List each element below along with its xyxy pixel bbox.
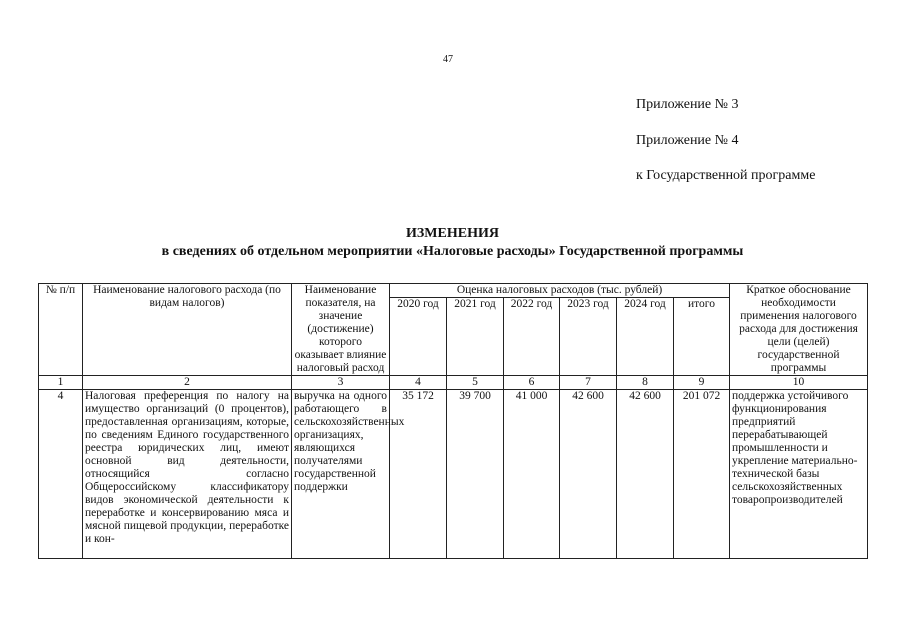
- row-indicator: выручка на одного работающего в сельскохозяйственных организациях, являющихся получателями государственной поддержки: [292, 390, 390, 559]
- header-estimate-group: Оценка налоговых расходов (тыс. рублей): [390, 284, 730, 298]
- column-number: 7: [560, 376, 617, 390]
- header-num: № п/п: [39, 284, 83, 376]
- column-number: 9: [674, 376, 730, 390]
- appendix-line-1: Приложение № 3: [636, 97, 739, 112]
- appendix-line-3: к Государственной программе: [636, 168, 816, 183]
- row-value-2022: 41 000: [504, 390, 560, 559]
- column-number: 3: [292, 376, 390, 390]
- column-number: 4: [390, 376, 447, 390]
- column-number: 10: [730, 376, 868, 390]
- document-subtitle: в сведениях об отдельном мероприятии «Налоговые расходы» Государственной программы: [161, 244, 744, 259]
- row-value-total: 201 072: [674, 390, 730, 559]
- row-value-2021: 39 700: [447, 390, 504, 559]
- row-value-2020: 35 172: [390, 390, 447, 559]
- page-number: 47: [443, 54, 453, 65]
- tax-expenditure-table: [38, 283, 868, 559]
- column-number: 2: [83, 376, 292, 390]
- column-number: 5: [447, 376, 504, 390]
- row-tax-expenditure-name: Налоговая преференция по налогу на имущество организаций (0 процентов), предоставленная организациям, которые, по сведениям Единого государственного реестра юридических лиц, имеют основной вид деятельности, относящийся согласно Общероссийскому классификатору видов экономической деятельности к переработке и консервированию мяса и мясной пищевой продукции, переработке и кон-: [83, 390, 292, 559]
- row-num: 4: [39, 390, 83, 559]
- row-value-2024: 42 600: [617, 390, 674, 559]
- row-value-2023: 42 600: [560, 390, 617, 559]
- header-year-2022: 2022 год: [504, 298, 560, 376]
- header-name: Наименование налогового расхода (по видам налогов): [83, 284, 292, 376]
- header-indicator: Наименование показателя, на значение (достижение) которого оказывает влияние налоговый расход: [292, 284, 390, 376]
- header-total: итого: [674, 298, 730, 376]
- header-year-2020: 2020 год: [390, 298, 447, 376]
- header-year-2023: 2023 год: [560, 298, 617, 376]
- column-number: 1: [39, 376, 83, 390]
- table-row: [39, 390, 868, 559]
- column-number-row: [39, 376, 868, 390]
- header-year-2024: 2024 год: [617, 298, 674, 376]
- appendix-line-2: Приложение № 4: [636, 133, 739, 148]
- column-number: 8: [617, 376, 674, 390]
- document-title: ИЗМЕНЕНИЯ: [406, 226, 499, 241]
- header-justification: Краткое обоснование необходимости применения налогового расхода для достижения цели (целей) государственной программы: [730, 284, 868, 376]
- table-header-row: [39, 284, 868, 298]
- row-justification: поддержка устойчивого функционирования предприятий перерабатывающей промышленности и укрепление материально-технической базы сельскохозяйственных товаропроизводителей: [730, 390, 868, 559]
- header-year-2021: 2021 год: [447, 298, 504, 376]
- column-number: 6: [504, 376, 560, 390]
